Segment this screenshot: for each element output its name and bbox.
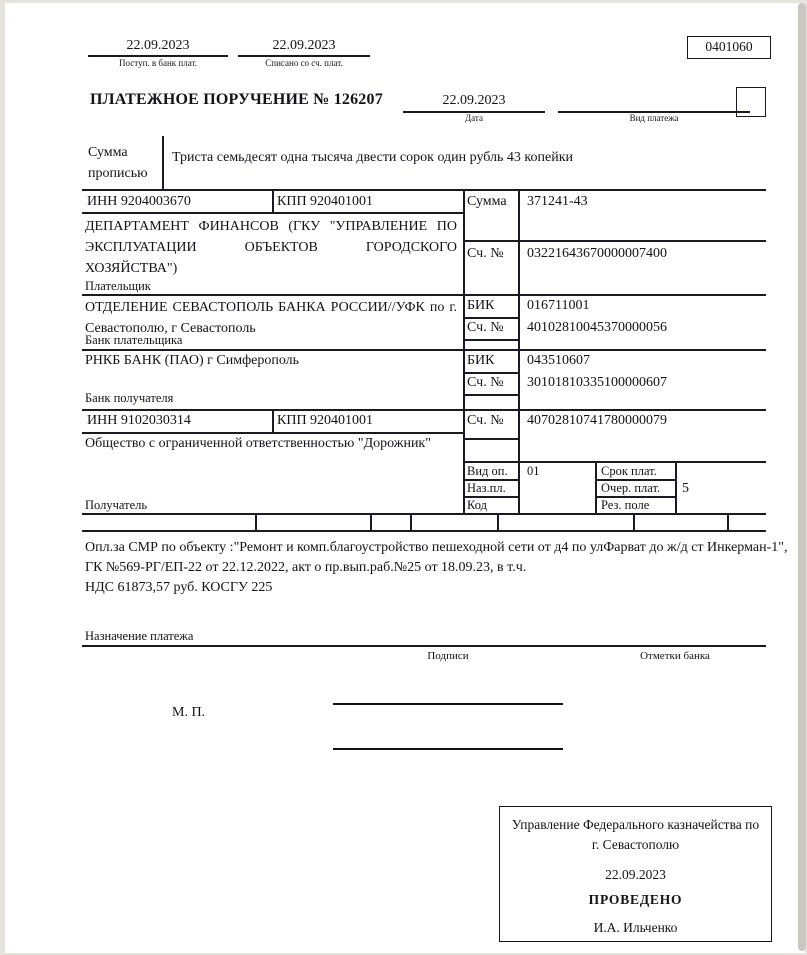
divider-line	[238, 55, 370, 57]
table-line	[272, 409, 274, 432]
payer-kpp: КПП 920401001	[277, 194, 374, 209]
form-number-box: 0401060	[687, 36, 771, 59]
document-title: ПЛАТЕЖНОЕ ПОРУЧЕНИЕ № 126207	[90, 91, 383, 108]
table-line	[410, 513, 412, 531]
payee-bank-account-label: Сч. №	[467, 375, 504, 390]
table-line	[463, 339, 519, 341]
page-edge-top	[0, 0, 807, 3]
payer-account-label: Сч. №	[467, 246, 504, 261]
amount-in-words-value: Триста семьдесят одна тысяча двести сорок один рубль 43 копейки	[172, 150, 574, 165]
table-line	[463, 394, 519, 396]
table-line	[518, 189, 520, 514]
purpose-line: НДС 61873,57 руб. КОСГУ 225	[85, 580, 273, 595]
page-edge-left	[0, 0, 5, 955]
payee-account-label: Сч. №	[467, 413, 504, 428]
bank-marks-label: Отметки банка	[640, 650, 710, 662]
payee-bank-section-label: Банк получателя	[85, 391, 174, 405]
payee-kpp: КПП 920401001	[277, 413, 374, 428]
srok-plat-label: Срок плат.	[601, 464, 657, 478]
stamp-place-label: М. П.	[172, 705, 206, 720]
table-line	[255, 513, 257, 531]
payee-bank-name: РНКБ БАНК (ПАО) г Симферополь	[85, 353, 300, 368]
payer-section-label: Плательщик	[85, 279, 151, 293]
payee-bank-bik-label: БИК	[467, 353, 495, 368]
stamp-date: 22.09.2023	[605, 867, 666, 882]
payee-bank-bik: 043510607	[527, 353, 590, 368]
received-in-bank-date: 22.09.2023	[126, 38, 190, 53]
table-line	[463, 189, 465, 514]
payee-bank-account: 30101810335100000607	[527, 375, 667, 390]
naz-pl-label: Наз.пл.	[467, 481, 506, 495]
table-line	[82, 432, 463, 434]
stamp-status: ПРОВЕДЕНО	[588, 892, 683, 907]
payee-inn: ИНН 9102030314	[87, 413, 191, 428]
stamp-organization-line2: г. Севастополю	[591, 837, 680, 853]
payer-name: ДЕПАРТАМЕНТ ФИНАНСОВ (ГКУ "УПРАВЛЕНИЕ ПО ЭКСПЛУАТАЦИИ ОБЪЕКТОВ ГОРОДСКОГО ХОЗЯЙСТВА")	[85, 219, 457, 276]
table-line	[633, 513, 635, 531]
divider-line	[82, 645, 766, 647]
table-line	[463, 240, 766, 242]
divider-line	[88, 55, 228, 57]
table-line	[463, 438, 519, 440]
ocher-plat-label: Очер. плат.	[601, 481, 661, 495]
purpose-line: Опл.за СМР по объекту :"Ремонт и комп.благоустройство пешеходной сети от д4 по улФарват до ж/д ст Инкерман-1",	[85, 540, 788, 555]
amount-in-words-label: Сумма прописью	[88, 145, 148, 181]
table-line	[82, 349, 766, 351]
payer-bank-account-label: Сч. №	[467, 320, 504, 335]
table-line	[272, 189, 274, 212]
payer-bank-account: 40102810045370000056	[527, 320, 667, 335]
payer-bank-section-label: Банк плательщика	[85, 333, 183, 347]
debited-from-account-label: Списано со сч. плат.	[265, 58, 343, 68]
payment-type-label: Вид платежа	[629, 113, 679, 123]
sum-value: 371241-43	[527, 194, 588, 209]
table-line	[727, 513, 729, 531]
signature-line	[333, 748, 563, 750]
payee-section-label: Получатель	[85, 498, 148, 512]
date-label: Дата	[465, 113, 483, 123]
payee-account: 40702810741780000079	[527, 413, 667, 428]
vid-op-label: Вид оп.	[467, 464, 508, 478]
received-in-bank-label: Поступ. в банк плат.	[119, 58, 197, 68]
table-line	[497, 513, 499, 531]
table-line	[595, 461, 597, 514]
document-date: 22.09.2023	[442, 93, 506, 108]
payer-bank-bik-label: БИК	[467, 298, 495, 313]
kod-label: Код	[467, 498, 487, 512]
table-line	[82, 294, 766, 296]
divider-line	[162, 136, 164, 190]
page-shadow-strip	[798, 3, 806, 951]
stamp-organization	[500, 815, 771, 856]
signatures-label: Подписи	[427, 650, 469, 662]
payer-bank-bik: 016711001	[527, 298, 590, 313]
vid-op-value: 01	[527, 464, 540, 478]
table-line	[82, 212, 463, 214]
payment-type-box	[736, 87, 766, 117]
table-line	[82, 513, 766, 515]
table-line	[82, 409, 766, 411]
rez-pole-label: Рез. поле	[601, 498, 650, 512]
purpose-section-label: Назначение платежа	[85, 629, 194, 643]
payer-bank-name: ОТДЕЛЕНИЕ СЕВАСТОПОЛЬ БАНКА РОССИИ//УФК по г. Севастополю, г Севастополь	[85, 300, 457, 336]
table-line	[675, 461, 677, 514]
signature-line	[333, 703, 563, 705]
ocher-plat-value: 5	[682, 481, 689, 496]
debited-from-account-date: 22.09.2023	[272, 38, 336, 53]
table-line	[82, 530, 766, 532]
stamp-signer: И.А. Ильченко	[593, 920, 678, 935]
payer-inn: ИНН 9204003670	[87, 194, 191, 209]
stamp-organization-line1: Управление Федерального казначейства по	[511, 817, 760, 832]
table-line	[82, 189, 766, 191]
treasury-stamp-box	[499, 806, 772, 942]
table-line	[370, 513, 372, 531]
payer-account: 03221643670000007400	[527, 246, 667, 261]
payee-name: Общество с ограниченной ответственностью "Дорожник"	[85, 436, 431, 451]
purpose-line: ГК №569-РГ/ЕП-22 от 22.12.2022, акт о пр.вып.раб.№25 от 18.09.23, в т.ч.	[85, 560, 527, 575]
sum-label: Сумма	[467, 194, 507, 209]
